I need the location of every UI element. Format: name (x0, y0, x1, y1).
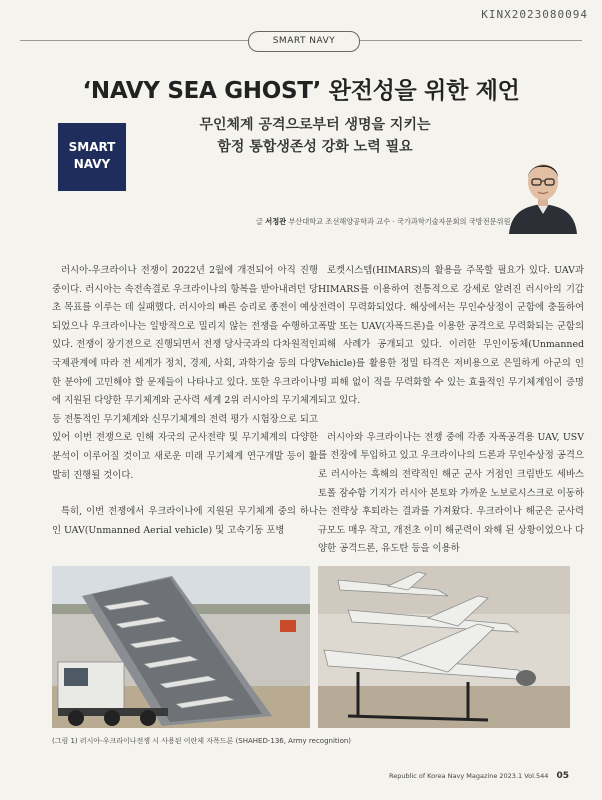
badge-line-2: NAVY (73, 157, 111, 171)
paragraph: 러시아와 우크라이나는 전쟁 중에 각종 자폭공격용 UAV, USV를 전장에 투입하고 있고 우크라이나의 드론과 무인수상정 공격으로 러시아는 흑해의 전략적인 해군 군사 거점인 크림반도 세바스토폴 잠수함 기지가 러시아 본토와 가까운 노보로시스크로 이동하는 전략상 후퇴라는 결과를 가져왔다. 우크라이나 해군은 군사력 규모도 매우 작고, 개전초 이미 해군력이 와해 된 상황이었으나 다양한 공격드론, 유도탄 등을 이용하 (318, 431, 584, 555)
body-column-right (318, 262, 584, 559)
byline-affiliation: 부산대학교 조선해양공학과 교수 · 국가과학기술자문회의 국방전문위원 (288, 217, 511, 226)
page-footer (389, 771, 569, 781)
article-subtitle (150, 114, 480, 158)
body-column-left (52, 262, 318, 540)
subtitle-line-2: 함정 통합생존성 강화 노력 필요 (217, 139, 413, 155)
paragraph: 특히, 이번 전쟁에서 우크라이나에 지원된 무기체계 중의 하나인 UAV(Unmanned Aerial vehicle) 및 고속기동 포병 (52, 506, 318, 536)
section-label: SMART NAVY (248, 31, 360, 52)
paragraph: 로켓시스템(HIMARS)의 활용을 주목할 필요가 있다. UAV과 HIMARS를 이용하여 전통적으로 강세로 알려진 러시아의 기갑전력이 무력화되었다. 해상에서는 무인수상정이 군함에 충돌하여 폭발 또는 UAV(자폭드론)을 이용한 공격으로 무력화되는 군함의 피해 사례가 공개되고 있다. 이러한 무인이동체(Unmanned Vehicle)를 활용한 정밀 타격은 저비용으로 은밀하게 아군의 인명 피해 없이 적을 무력화할 수 있는 효율적인 무기체계임이 증명되고 있다. (318, 265, 584, 407)
shahed-drones-photo (318, 566, 570, 728)
author-photo (499, 148, 587, 234)
smart-navy-badge (58, 123, 126, 191)
byline-prefix: 글 (256, 217, 263, 226)
subtitle-line-1: 무인체계 공격으로부터 생명을 지키는 (199, 117, 431, 133)
paragraph: 러시아-우크라이나 전쟁이 2022년 2월에 개전되어 아직 진행 중이다. 러시아는 속전속결로 우크라이나의 항복을 받아내려던 당초 목표를 이루는 데 실패했다. 러시아의 빠른 승리로 종전이 예상되었으나 우크라이나는 일방적으로 밀리지 않는 전쟁을 수행하고 있다. 전쟁이 장기전으로 진행되면서 전쟁 당사국과의 다차원적인 국제관계에 따라 전 세계가 정치, 경제, 사회, 과학기술 등의 다양한 분야에 고민해야 할 문제들이 나타나고 있다. 또한 우크라이나에 지원된 다양한 무기체계와 군사력 세계 2위 러시아의 무기체계 등 전통적인 무기체계와 신무기체계의 전력 평가 시험장으로 되고 있어 이번 전쟁으로 인해 자국의 군사전략 및 무기체계의 다양한 분석이 이루어질 것이고 새로운 미래 무기체계 연구개발 등이 활발히 진행될 것이다. (52, 265, 318, 481)
article-title: ‘NAVY SEA GHOST’ 완전성을 위한 제언 (82, 78, 520, 104)
byline-author: 서정관 (265, 217, 287, 226)
footer-magazine: Republic of Korea Navy Magazine 2023.1 Vol.544 (389, 772, 549, 780)
document-id: KINX2023080094 (481, 8, 588, 21)
drone-launcher-truck-photo (52, 566, 310, 728)
figure-caption: (그림 1) 러시아-우크라이나전쟁 시 사용된 이란제 자폭드론 (SHAHED-136, Army recognition) (52, 737, 352, 745)
badge-line-1: SMART (68, 140, 116, 154)
byline (256, 217, 510, 227)
page-number: 05 (556, 771, 569, 781)
